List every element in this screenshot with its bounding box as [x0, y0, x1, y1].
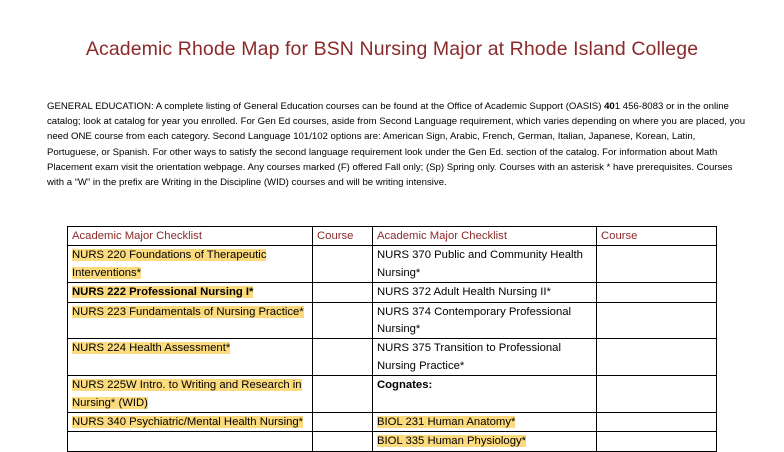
course-cell-left-text: NURS 223 Fundamentals of Nursing Practice*	[72, 305, 304, 318]
course-check-right	[597, 246, 717, 283]
course-cell-right	[373, 302, 597, 339]
course-cell-right	[373, 246, 597, 283]
course-check-left	[313, 283, 373, 302]
course-cell-left	[68, 339, 313, 376]
course-cell-right-text: Cognates:	[377, 379, 433, 392]
course-cell-right	[373, 283, 597, 302]
header-checklist-left: Academic Major Checklist	[68, 227, 313, 246]
course-cell-right-text: NURS 374 Contemporary Professional Nursing*	[377, 305, 572, 336]
course-cell-right-text: NURS 375 Transition to Professional Nursing Practice*	[377, 342, 561, 372]
header-course-right: Course	[597, 227, 717, 246]
course-cell-right	[373, 432, 597, 451]
table-header-row	[68, 227, 717, 246]
general-education-text-c: Courses with an asterisk * have prerequisites. Courses with a “W” in the prefix are Writing in the Discipline (WID) courses and will be writing intensive.	[47, 161, 733, 189]
course-check-right	[597, 302, 717, 339]
course-cell-left	[68, 246, 313, 283]
header-course-left: Course	[313, 227, 373, 246]
page-title: Academic Rhode Map for BSN Nursing Major at Rhode Island College	[85, 38, 699, 60]
table-row	[68, 413, 717, 432]
course-cell-left-text: NURS 225W Intro. to Writing and Research in Nursing* (WID)	[72, 379, 302, 409]
course-cell-left	[68, 283, 313, 302]
course-check-left	[313, 432, 373, 451]
header-checklist-right: Academic Major Checklist	[373, 227, 597, 246]
course-check-left	[313, 246, 373, 283]
course-cell-left-text: NURS 340 Psychiatric/Mental Health Nursing*	[72, 416, 304, 429]
table-row	[68, 376, 717, 413]
table-row	[68, 283, 717, 302]
phone-prefix: 40	[604, 101, 615, 112]
course-check-right	[597, 339, 717, 376]
course-check-left	[313, 302, 373, 339]
course-cell-right	[373, 376, 597, 413]
general-education-text-a: A complete listing of General Education courses can be found at the Office of Academic Support (OASIS)	[153, 101, 605, 112]
course-check-right	[597, 413, 717, 432]
general-education-text-b: 1 456-8083 or in the online catalog; look at catalog for year you enrolled. For Gen Ed courses, aside from Second Language requirement, which varies depending on where you are placed, you need ONE course from each category. Second Language 101/102 options are: American Sign, Arabic, French, German, Italian, Japanese, Korean, Latin, Portuguese, or Spanish. For other ways to satisfy the second language requirement look under the Gen Ed. section of the catalog. For information about Math Placement exam visit the orientation webpage. Any courses marked (F) offered Fall only; (Sp) Spring only	[47, 101, 746, 173]
course-cell-right-text: BIOL 231 Human Anatomy*	[377, 416, 516, 429]
course-cell-left	[68, 413, 313, 432]
course-cell-right-text: NURS 370 Public and Community Health Nursing*	[377, 249, 583, 279]
table-row	[68, 246, 717, 283]
course-check-left	[313, 413, 373, 432]
course-cell-left-text: NURS 222 Professional Nursing I*	[72, 286, 254, 299]
table-row	[68, 302, 717, 339]
course-cell-left	[68, 376, 313, 413]
course-cell-right	[373, 413, 597, 432]
course-cell-left	[68, 302, 313, 339]
table-row	[68, 339, 717, 376]
academic-major-checklist-table	[67, 226, 717, 452]
course-check-left	[313, 376, 373, 413]
course-cell-right-text: BIOL 335 Human Physiology*	[377, 435, 527, 448]
general-education-label: GENERAL EDUCATION:	[47, 101, 154, 112]
course-check-right	[597, 283, 717, 302]
course-cell-left-text: NURS 224 Health Assessment*	[72, 342, 231, 355]
course-cell-right	[373, 339, 597, 376]
course-check-right	[597, 376, 717, 413]
course-cell-right-text: NURS 372 Adult Health Nursing II*	[377, 286, 551, 299]
general-education-dot: .	[494, 161, 497, 173]
course-cell-left	[68, 432, 313, 451]
table-row	[68, 432, 717, 451]
course-check-right	[597, 432, 717, 451]
general-education-paragraph	[47, 99, 747, 190]
course-cell-left-text: NURS 220 Foundations of Therapeutic Interventions*	[72, 249, 267, 279]
course-check-left	[313, 339, 373, 376]
